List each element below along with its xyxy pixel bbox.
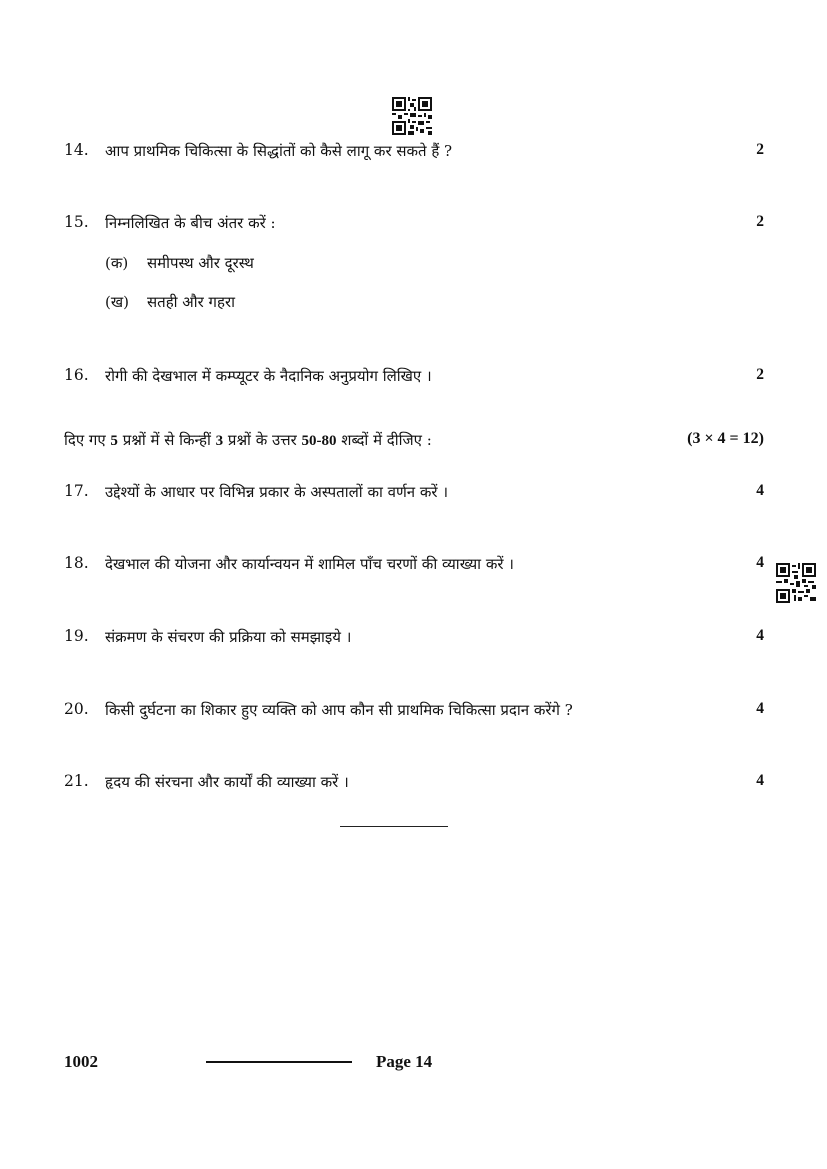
end-divider [340, 826, 448, 827]
question-marks: 4 [756, 482, 764, 499]
question-number: 19. [64, 627, 89, 645]
question-text: हृदय की संरचना और कार्यों की व्याख्या करें । [105, 773, 349, 791]
instruction-number: 50-80 [301, 433, 337, 449]
question-text: निम्नलिखित के बीच अंतर करें : [105, 214, 276, 232]
question-15 [0, 213, 827, 235]
sub-question-ka [0, 253, 827, 275]
section-instruction [0, 430, 827, 452]
question-18 [0, 554, 827, 576]
instruction-part: प्रश्नों में से किन्हीं [117, 431, 216, 449]
question-text: आप प्राथमिक चिकित्सा के सिद्धांतों को कैसे लागू कर सकते हैं ? [105, 142, 453, 160]
question-marks: 2 [756, 366, 764, 383]
question-number: 16. [64, 366, 89, 384]
sub-question-text: समीपस्थ और दूरस्थ [147, 254, 254, 272]
page-number: Page 14 [376, 1052, 433, 1071]
qr-code-icon [392, 97, 432, 135]
question-number: 15. [64, 213, 89, 231]
question-number: 20. [64, 700, 89, 718]
instruction-number: 3 [215, 433, 224, 449]
question-number: 17. [64, 482, 89, 500]
question-marks: 4 [756, 554, 764, 571]
sub-question-label: (ख) [105, 293, 129, 311]
instruction-part: प्रश्नों के उत्तर [223, 431, 302, 449]
question-20 [0, 700, 827, 722]
footer-divider [206, 1061, 352, 1063]
question-marks: 4 [756, 772, 764, 789]
question-number: 18. [64, 554, 89, 572]
question-text: उद्देश्यों के आधार पर विभिन्न प्रकार के अस्पतालों का वर्णन करें । [105, 483, 449, 501]
instruction-part: शब्दों में दीजिए : [336, 431, 432, 449]
question-number: 14. [64, 141, 89, 159]
question-text: संक्रमण के संचरण की प्रक्रिया को समझाइये । [105, 628, 352, 646]
question-marks: 2 [756, 213, 764, 230]
instruction-text [64, 430, 432, 450]
question-marks: 2 [756, 141, 764, 158]
sub-question-text: सतही और गहरा [147, 293, 235, 311]
question-text: रोगी की देखभाल में कम्प्यूटर के नैदानिक अनुप्रयोग लिखिए । [105, 367, 432, 385]
instruction-number: 5 [110, 433, 118, 449]
question-14 [0, 141, 827, 163]
question-text: देखभाल की योजना और कार्यान्वयन में शामिल पाँच चरणों की व्याख्या करें । [105, 555, 514, 573]
section-marks: (3 × 4 = 12) [687, 430, 764, 447]
question-16 [0, 366, 827, 388]
instruction-part: दिए गए [64, 431, 111, 449]
question-17 [0, 482, 827, 504]
question-19 [0, 627, 827, 649]
paper-code: 1002 [64, 1052, 98, 1071]
question-marks: 4 [756, 700, 764, 717]
question-marks: 4 [756, 627, 764, 644]
question-number: 21. [64, 772, 89, 790]
question-21 [0, 772, 827, 794]
question-text: किसी दुर्घटना का शिकार हुए व्यक्ति को आप कौन सी प्राथमिक चिकित्सा प्रदान करेंगे ? [105, 701, 573, 719]
sub-question-label: (क) [105, 254, 129, 272]
sub-question-kha [0, 292, 827, 314]
